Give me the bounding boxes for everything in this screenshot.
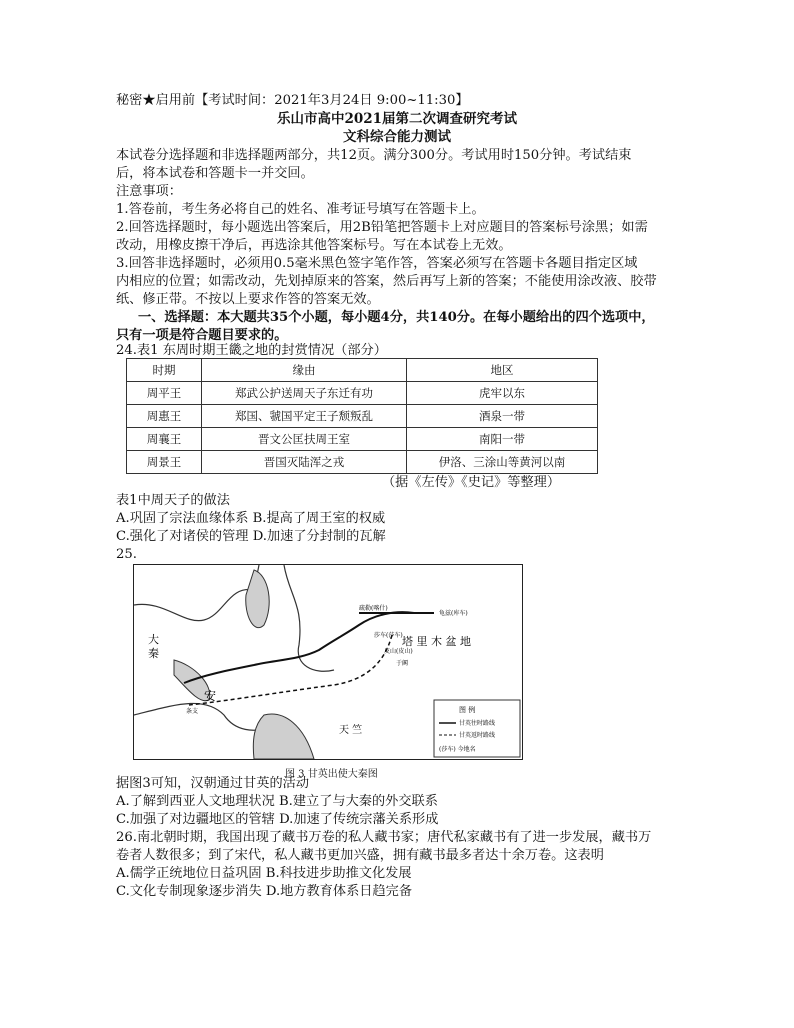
table-cell: 酒泉一带 [407, 405, 598, 428]
table-cell: 周平王 [127, 382, 202, 405]
legend-title: 图 例 [459, 706, 476, 714]
table-cell: 周景王 [127, 451, 202, 474]
q25-options-ab: A.了解到西亚人文地理状况 B.建立了与大秦的外交联系 [116, 794, 438, 809]
return-route [189, 635, 392, 705]
table-header: 缘由 [202, 359, 407, 382]
note-3c: 纸、修正带。不按以上要求作答的答案无效。 [116, 292, 380, 307]
label-shache: 莎车(莎车) [374, 632, 403, 639]
q26-options-cd: C.文化专制现象逐步消失 D.地方教育体系日趋完备 [116, 884, 413, 899]
table-cell: 晋国灭陆浑之戎 [202, 451, 407, 474]
table-header: 时期 [127, 359, 202, 382]
legend-old: (莎车) 今地名 [439, 746, 476, 753]
q26-line-2: 卷者人数很多；到了宋代，私人藏书更加兴盛，拥有藏书最多者达十余万卷。这表明 [116, 848, 604, 863]
table-cell: 虎牢以东 [407, 382, 598, 405]
label-guizi: 龟兹(库车) [439, 610, 468, 617]
label-shule: 疏勒(喀什) [359, 605, 388, 612]
table-row [127, 382, 598, 405]
label-anxi: 安 [204, 689, 217, 703]
note-1: 1.答卷前，考生务必将自己的姓名、准考证号填写在答题卡上。 [116, 202, 485, 217]
map-svg [134, 565, 522, 759]
q25-stem: 据图3可知，汉朝通过甘英的活动 [116, 776, 310, 791]
q24-options-cd: C.强化了对诸侯的管理 D.加速了分封制的瓦解 [116, 529, 386, 544]
q24-caption: 24.表1 东周时期王畿之地的封赏情况（部分） [116, 343, 387, 358]
table-row [127, 451, 598, 474]
table-header: 地区 [407, 359, 598, 382]
q26-options-ab: A.儒学正统地位日益巩固 B.科技进步助推文化发展 [116, 866, 412, 881]
q24-stem: 表1中周天子的做法 [116, 493, 230, 508]
label-daqin: 大 [148, 633, 159, 646]
note-3a: 3.回答非选择题时，必须用0.5毫米黑色签字笔作答，答案必须写在答题卡各题目指定区域 [116, 256, 638, 271]
table-cell: 郑武公护送周天子东迁有功 [202, 382, 407, 405]
q26-line-1: 26.南北朝时期，我国出现了藏书万卷的私人藏书家；唐代私家藏书有了进一步发展，藏书万 [116, 830, 652, 845]
exam-title: 乐山市高中2021届第二次调查研究考试 [276, 111, 518, 127]
label-daqin-2: 秦 [148, 647, 159, 660]
legend-go: 甘英往时路线 [459, 720, 496, 727]
indian-ocean [253, 714, 314, 759]
note-3b: 内相应的位置；如需改动，先划掉原来的答案，然后再写上新的答案；不能使用涂改液、胶带 [116, 274, 657, 289]
label-tiaozhi: 条支 [186, 708, 199, 715]
caspian-sea [246, 570, 269, 628]
note-2b: 改动，用橡皮擦干净后，再选涂其他答案标号。写在本试卷上无效。 [116, 238, 512, 253]
table-cell: 南阳一带 [407, 428, 598, 451]
label-pishan: 皮山(皮山) [384, 648, 413, 655]
label-tarim: 塔 里 木 盆 地 [402, 635, 471, 648]
table-cell: 晋文公匡扶周王室 [202, 428, 407, 451]
gan-ying-map [133, 564, 523, 760]
intro-line-1: 本试卷分选择题和非选择题两部分，共12页。满分300分。考试用时150分钟。考试结束 [116, 148, 632, 163]
q24-table [126, 358, 598, 474]
intro-line-2: 后，将本试卷和答题卡一并交回。 [116, 166, 314, 181]
q24-options-ab: A.巩固了宗法血缘体系 B.提高了周王室的权威 [116, 511, 386, 526]
table-cell: 周惠王 [127, 405, 202, 428]
label-yutian: 于阗 [396, 660, 409, 667]
section-heading-1: 一、选择题：本大题共35个小题，每小题4分，共140分。在每小题给出的四个选项中， [138, 310, 655, 325]
q25-options-cd: C.加强了对边疆地区的管辖 D.加速了传统宗藩关系形成 [116, 812, 439, 827]
label-tianzhu: 天 竺 [339, 725, 363, 736]
table-row [127, 428, 598, 451]
q24-source: （据《左传》《史记》等整理） [382, 475, 561, 490]
coastline [134, 565, 334, 759]
q25-number: 25. [116, 547, 137, 562]
table-header-row [127, 359, 598, 382]
table-cell: 周襄王 [127, 428, 202, 451]
table-row [127, 405, 598, 428]
table-cell: 郑国、虢国平定王子颓叛乱 [202, 405, 407, 428]
secret-line: 秘密★启用前【考试时间：2021年3月24日 9:00~11:30】 [116, 93, 469, 108]
section-heading-2: 只有一项是符合题目要求的。 [116, 328, 288, 343]
notes-heading: 注意事项： [116, 184, 182, 199]
note-2a: 2.回答选择题时，每小题选出答案后，用2B铅笔把答题卡上对应题目的答案标号涂黑；如需 [116, 220, 648, 235]
legend-back: 甘英返时路线 [459, 732, 496, 739]
exam-subtitle: 文科综合能力测试 [343, 129, 451, 145]
figure-caption: 图 3 甘英出使大秦图 [285, 769, 378, 780]
table-cell: 伊洛、三涂山等黄河以南 [407, 451, 598, 474]
